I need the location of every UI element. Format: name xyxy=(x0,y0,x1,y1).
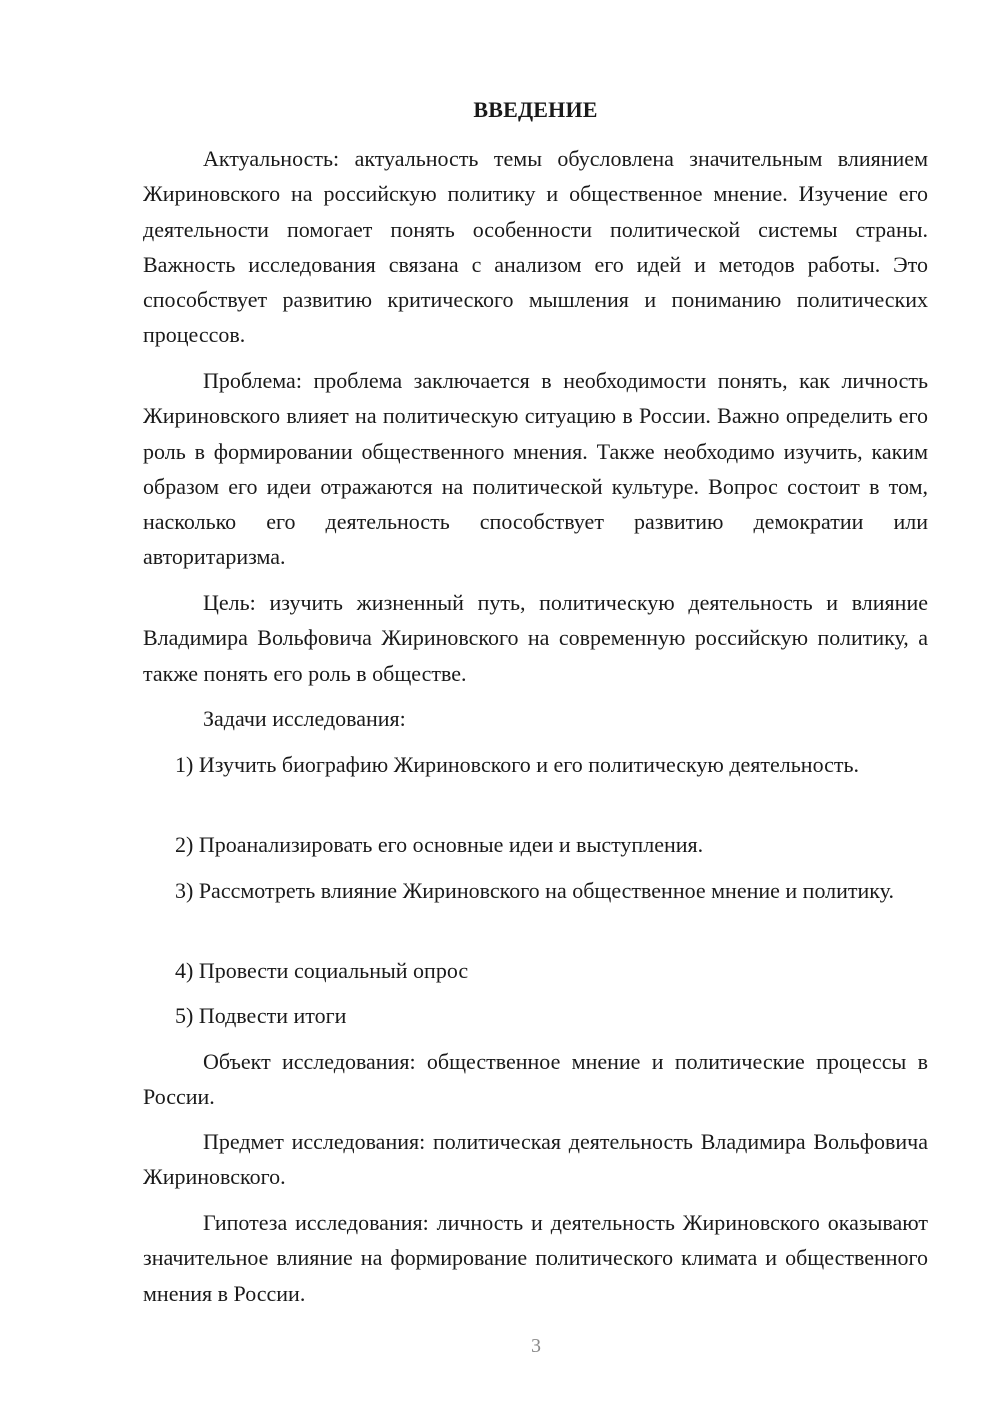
page-title: ВВЕДЕНИЕ xyxy=(473,97,598,122)
goal-paragraph: Цель: изучить жизненный путь, политическую деятельность и влияние Владимира Вольфовича Жириновского на современную российскую политику, а также понять его роль в обществе. xyxy=(143,590,928,686)
task-item-1: 1) Изучить биографию Жириновского и его политическую деятельность. xyxy=(175,752,860,777)
task-item-4: 4) Провести социальный опрос xyxy=(175,958,469,983)
hypothesis-paragraph: Гипотеза исследования: личность и деятельность Жириновского оказывают значительное влияние на формирование политического климата и общественного мнения в России. xyxy=(143,1210,928,1306)
object-paragraph: Объект исследования: общественное мнение и политические процессы в России. xyxy=(143,1049,928,1110)
page-number: 3 xyxy=(531,1335,541,1357)
tasks-heading: Задачи исследования: xyxy=(203,706,406,731)
relevance-paragraph: Актуальность: актуальность темы обусловлена значительным влиянием Жириновского на российскую политику и общественное мнение. Изучение его деятельности помогает понять особенности политической системы страны. Важность исследования связана с анализом его идей и методов работы. Это способствует развитию критического мышления и пониманию политических процессов. xyxy=(143,146,928,348)
subject-paragraph: Предмет исследования: политическая деятельность Владимира Вольфовича Жириновского. xyxy=(143,1129,928,1190)
task-item-3: 3) Рассмотреть влияние Жириновского на общественное мнение и политику. xyxy=(175,878,894,903)
problem-paragraph: Проблема: проблема заключается в необходимости понять, как личность Жириновского влияет на политическую ситуацию в России. Важно определить его роль в формировании общественного мнения. Также необходимо изучить, каким образом его идеи отражаются на политической культуре. Вопрос состоит в том, насколько его деятельность способствует развитию демократии или авторитаризма. xyxy=(143,368,928,570)
task-item-5: 5) Подвести итоги xyxy=(175,1003,347,1028)
task-item-2: 2) Проанализировать его основные идеи и выступления. xyxy=(175,832,704,857)
